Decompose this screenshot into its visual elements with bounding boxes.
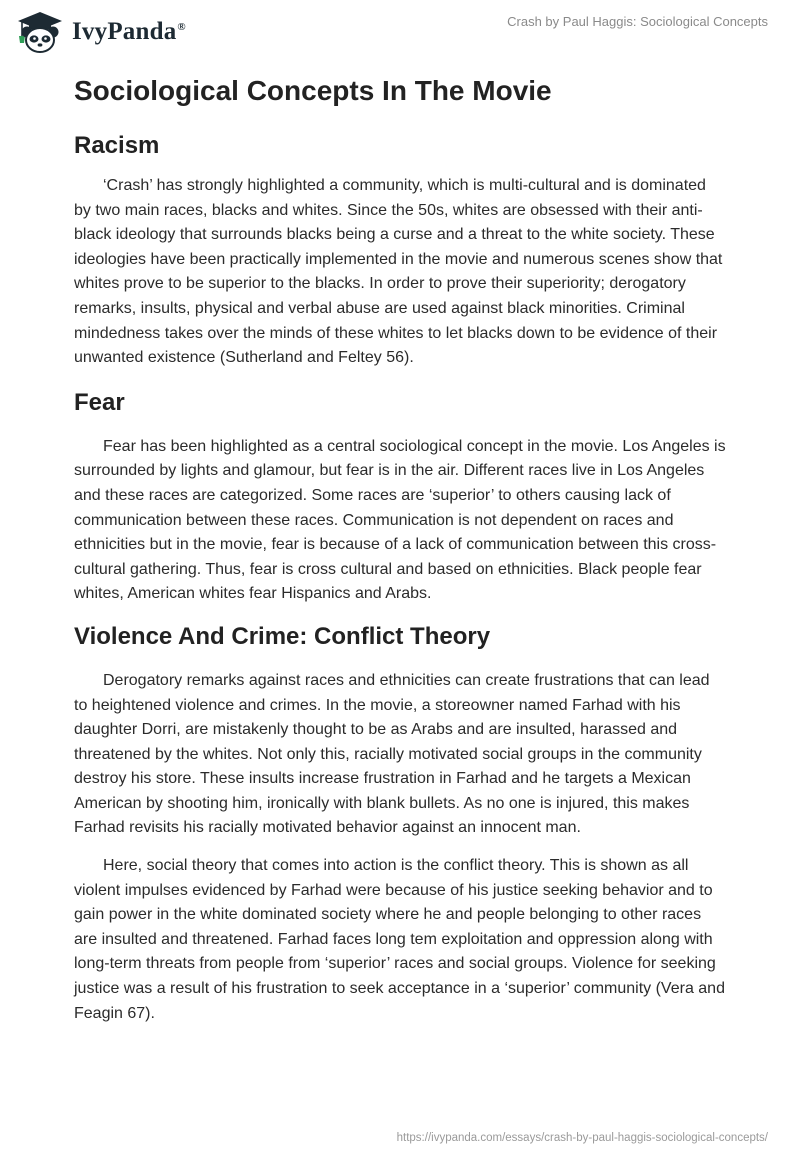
paragraph-violence-1: Derogatory remarks against races and ethnicities can create frustrations that can lead to heightened violence and crimes. In the movie, a storeowner named Farhad with his daughter Dorri, are mistakenly thought to be as Arabs and are insulted, harassed and threatened by the whites. Not only this, racially motivated social groups in the community destroy his store. These insults increase frustration in Farhad and he targets a Mexican American by shooting him, ironically with blank bullets. As no one is injured, this makes Farhad revisits his racially motivated behavior against an innocent man. bbox=[74, 671, 710, 837]
source-url[interactable]: https://ivypanda.com/essays/crash-by-paul-haggis-sociological-concepts/ bbox=[396, 1132, 768, 1144]
logo-wordmark: IvyPanda bbox=[72, 18, 177, 45]
page-header bbox=[0, 0, 800, 60]
article-content bbox=[74, 70, 726, 1026]
article-title: Sociological Concepts In The Movie bbox=[74, 75, 552, 106]
registered-mark: ® bbox=[177, 20, 186, 33]
paragraph-racism: ‘Crash’ has strongly highlighted a community, which is multi-cultural and is dominated by two main races, blacks and whites. Since the 50s, whites are obsessed with their anti-black ideology that surrounds blacks being a curse and a threat to the white society. These ideologies have been practically implemented in the movie and numerous scenes show that whites prove to be superior to the blacks. In order to prove their superiority; derogatory remarks, insults, physical and verbal abuse are used against black minorities. Criminal mindedness takes over the minds of these whites to let blacks down to be evidence of their unwanted existence (Sutherland and Feltey 56). bbox=[74, 177, 723, 367]
section-heading-violence: Violence And Crime: Conflict Theory bbox=[74, 622, 491, 650]
paragraph-violence-2: Here, social theory that comes into action is the conflict theory. This is shown as all violent impulses evidenced by Farhad were because of his justice seeking behavior and to gain power in the white dominated society where he and people belonging to other races are insulted and threatened. Farhad faces long tem exploitation and oppression along with long-term threats from people from ‘superior’ races and social groups. Violence for seeking justice was a result of his frustration to seek acceptance in a ‘superior’ community (Vera and Feagin 67). bbox=[74, 857, 725, 1022]
document-title: Crash by Paul Haggis: Sociological Concepts bbox=[507, 14, 768, 29]
paragraph-fear: Fear has been highlighted as a central sociological concept in the movie. Los Angeles is surrounded by lights and glamour, but fear is in the air. Different races live in Los Angeles and these races are categorized. Some races are ‘superior’ to others causing lack of communication between these races. Communication is not dependent on races and ethnicities but in the movie, fear is because of a lack of communication between this cross-cultural gathering. Thus, fear is cross cultural and based on ethnicities. Black people fear whites, American whites fear Hispanics and Arabs. bbox=[74, 437, 726, 603]
panda-graduate-icon bbox=[14, 10, 66, 54]
section-heading-fear: Fear bbox=[74, 388, 125, 416]
section-heading-racism: Racism bbox=[74, 132, 160, 159]
logo-text bbox=[72, 18, 186, 46]
logo[interactable] bbox=[14, 6, 186, 58]
